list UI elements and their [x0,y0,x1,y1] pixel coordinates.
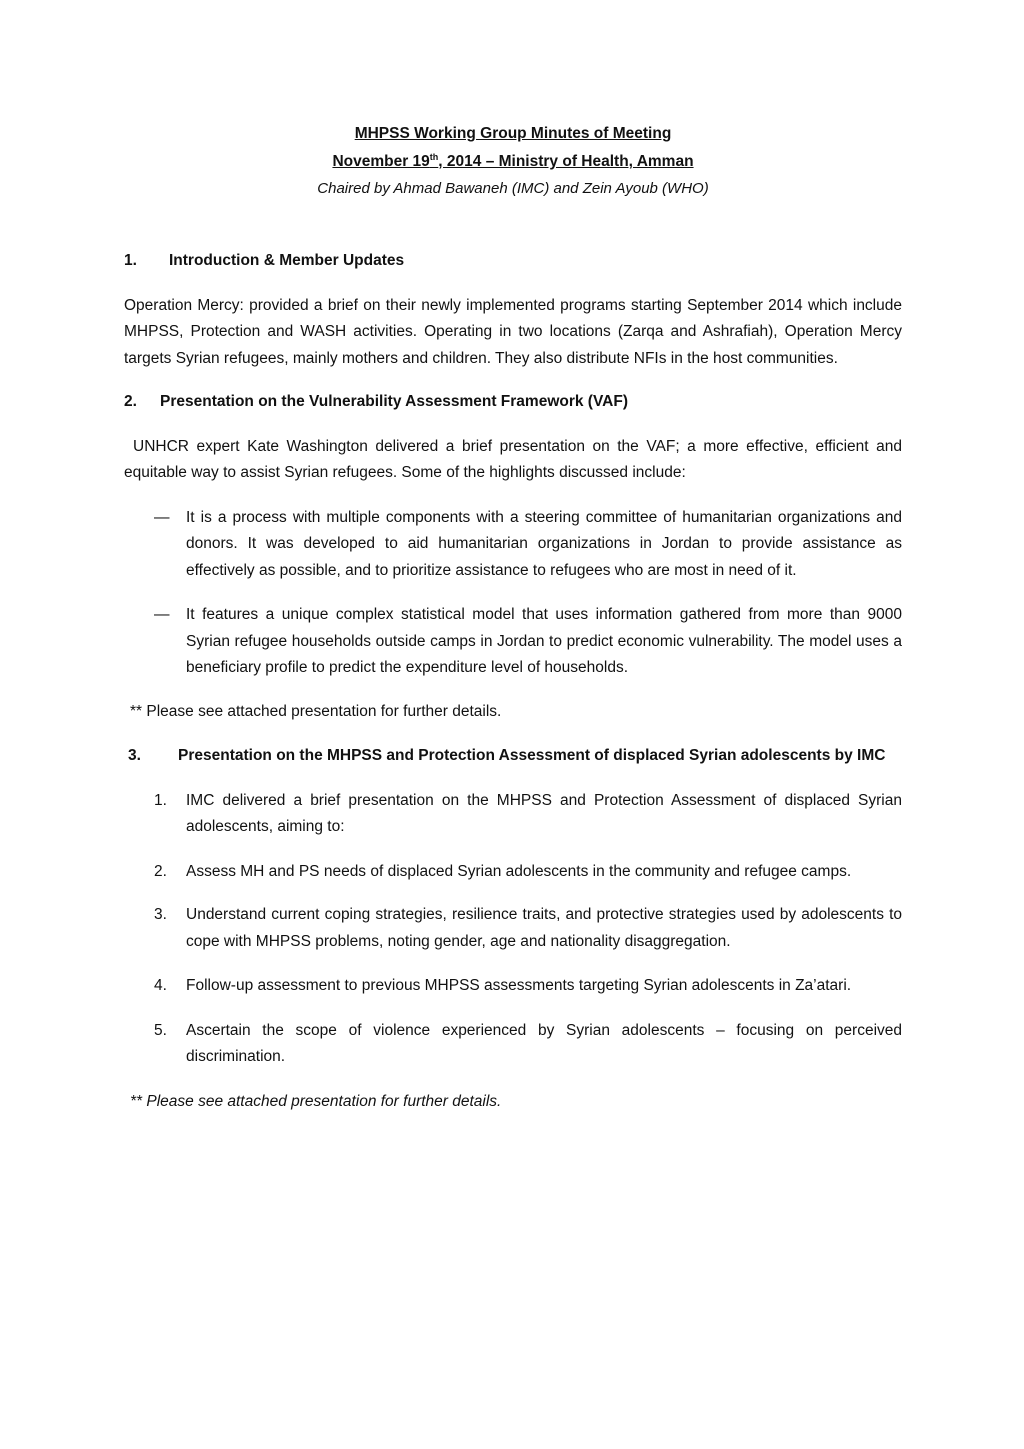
list-item [154,902,902,955]
list-text: Understand current coping strategies, resilience traits, and protective strategies used by adolescents to cope with MHPSS problems, noting gender, age and nationality disaggregation. [186,906,902,950]
section-2-body: UNHCR expert Kate Washington delivered a brief presentation on the VAF; a more effective, efficient and equitable way to assist Syrian refugees. Some of the highlights discussed include: [124,437,902,481]
bullet-dash: — [154,508,170,526]
list-number: 2. [154,862,167,880]
section-1-heading [124,248,902,275]
list-text: Assess MH and PS needs of displaced Syrian adolescents in the community and refugee camps. [186,862,852,880]
list-number: 1. [154,791,167,809]
section-3-note: ** Please see attached presentation for further details. [130,1092,502,1110]
section-1-number: 1. [124,252,137,269]
date-suffix: th [429,151,439,162]
list-text: Follow-up assessment to previous MHPSS assessments targeting Syrian adolescents in Za’atari. [186,977,852,994]
bullet-dash: — [154,606,170,623]
list-number: 3. [154,906,167,923]
bullet-text: It features a unique complex statistical model that uses information gathered from more than 9000 Syrian refugee households outside camps in Jordan to predict economic vulnerability. The model uses a beneficiary profile to predict the expenditure level of households. [186,606,902,676]
section-3-number: 3. [128,747,141,764]
list-item [154,859,902,886]
list-text: Ascertain the scope of violence experienced by Syrian adolescents – focusing on perceived discrimination. [186,1021,902,1065]
bullet-text: It is a process with multiple components with a steering committee of humanitarian organizations and donors. It was developed to aid humanitarian organizations in Jordan to provide assistance as effectively as possible, and to prioritize assistance to refugees who are most in need of it. [186,508,902,579]
section-2-number: 2. [124,393,137,410]
section-2-heading [124,389,902,416]
chaired-by: Chaired by Ahmad Bawaneh (IMC) and Zein Ayoub (WHO) [317,180,709,197]
section-2-title: Presentation on the Vulnerability Assessment Framework (VAF) [160,393,628,410]
section-3-title: Presentation on the MHPSS and Protection Assessment of displaced Syrian adolescents by IMC [178,747,886,764]
meeting-date: November 19 [332,153,430,170]
document-title: MHPSS Working Group Minutes of Meeting [354,125,672,142]
bullet-item [154,602,902,682]
list-number: 5. [154,1021,167,1039]
meeting-location: , 2014 – Ministry of Health, Amman [438,153,694,170]
document-page [124,120,902,1115]
bullet-item [154,505,902,585]
meeting-date-line [124,148,902,176]
section-1-body: Operation Mercy: provided a brief on their newly implemented programs starting September 2014 which include MHPSS, Protection and WASH activities. Operating in two locations (Zarqa and Ashrafiah), Operation Mercy targets Syrian refugees, mainly mothers and children. They also distribute NFIs in the host communities. [124,296,902,367]
section-1-title: Introduction & Member Updates [169,252,405,269]
list-text: IMC delivered a brief presentation on the MHPSS and Protection Assessment of displaced Syrian adolescents, aiming to: [186,791,902,835]
list-item [154,788,902,841]
list-item [154,1018,902,1071]
section-2-note: ** Please see attached presentation for further details. [130,702,502,720]
list-number: 4. [154,977,167,994]
section-3-heading [124,743,902,770]
list-item [154,973,902,1000]
